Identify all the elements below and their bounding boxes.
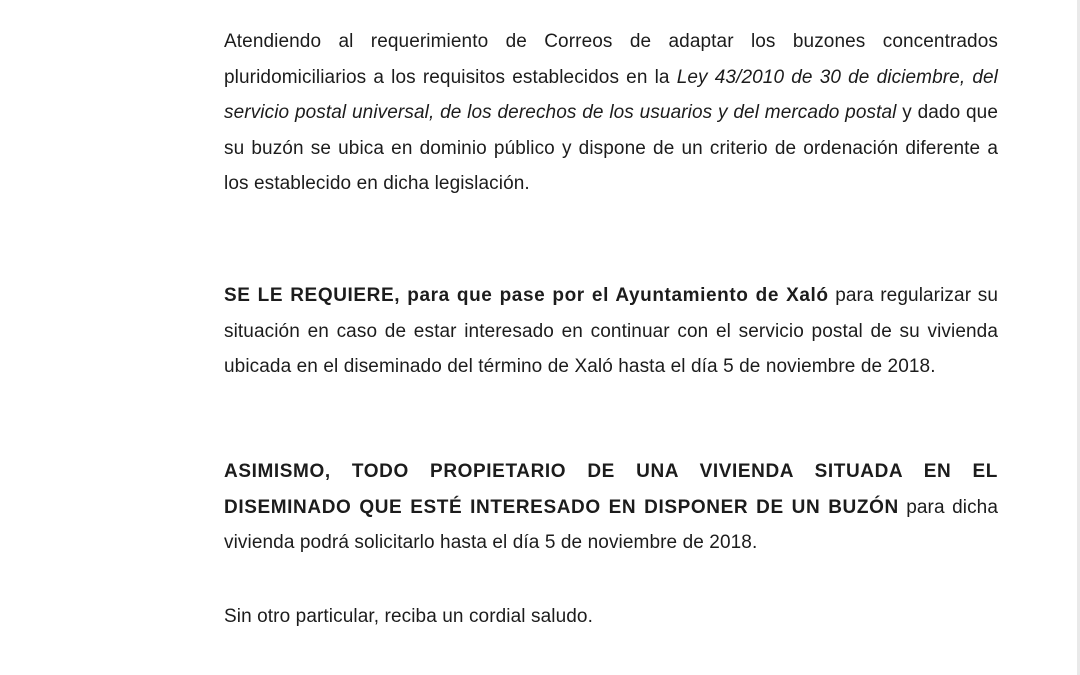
paragraph-2-text: para regularizar su situación en caso de estar interesado en continuar con el servicio postal de su vivienda ubicada en el diseminado del término de Xaló hasta el día 5 de noviembre de 2018. [224, 285, 998, 378]
paragraph-requirement-notice [158, 278, 998, 385]
law-reference: Ley 43/2010 de 30 de diciembre, del servicio postal universal, de los derechos de los usuarios y del mercado postal [224, 66, 998, 124]
ayuntamiento-reference: para que pase por el Ayuntamiento de Xaló [400, 285, 829, 306]
closing-text: Sin otro particular, reciba un cordial saludo. [224, 606, 593, 627]
paragraph-3-text: para dicha vivienda podrá solicitarlo hasta el día 5 de noviembre de 2018. [224, 496, 998, 554]
requirement-heading: SE LE REQUIERE, [224, 285, 401, 306]
closing-salutation [158, 599, 998, 635]
paragraph-1-text-a: Atendiendo al requerimiento de Correos de adaptar los buzones concentrados pluridomiciliarios a los requisitos establecidos en la [224, 31, 998, 88]
paragraph-owners-notice [158, 454, 998, 561]
paragraph-correos-requirement [158, 24, 998, 202]
paragraph-1-text-b: y dado que su buzón se ubica en dominio público y dispone de un criterio de ordenación diferente a los establecido en dicha legislación. [224, 102, 998, 195]
owners-notice-heading: ASIMISMO, TODO PROPIETARIO DE UNA VIVIENDA SITUADA EN EL DISEMINADO QUE ESTÉ INTERESADO EN DISPONER DE UN BUZÓN [224, 461, 998, 518]
